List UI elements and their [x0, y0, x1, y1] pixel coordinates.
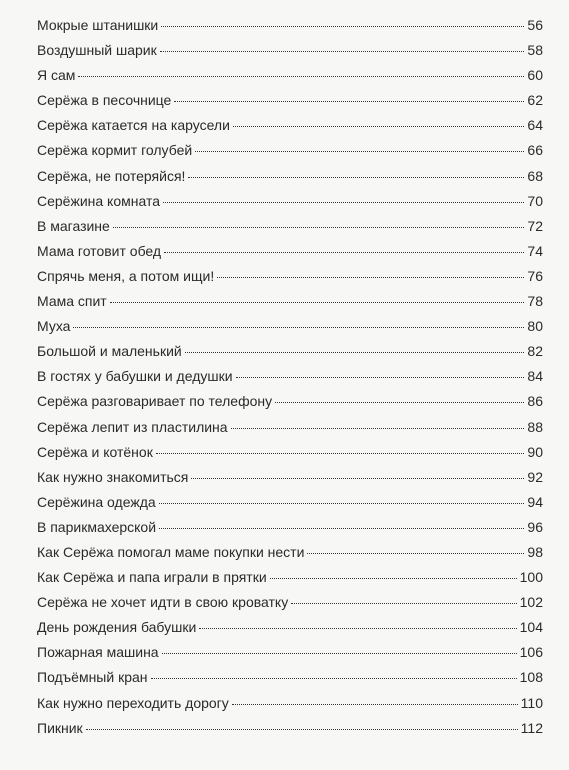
dot-leader [110, 302, 525, 303]
entry-page-number: 84 [527, 368, 543, 385]
entry-page-number: 76 [527, 267, 543, 284]
entry-page-number: 74 [527, 242, 543, 259]
entry-title: В парикмахерской [37, 518, 157, 535]
dot-leader [151, 678, 517, 679]
entry-title: Серёжа лепит из пластилина [37, 418, 228, 435]
entry-title: Большой и маленький [37, 343, 182, 360]
toc-entry [37, 63, 543, 88]
toc-entry [37, 665, 543, 690]
toc-entry [37, 565, 543, 590]
entry-page-number: 66 [527, 142, 543, 159]
dot-leader [163, 202, 524, 203]
entry-page-number: 102 [519, 594, 543, 611]
entry-title: Мама готовит обед [37, 242, 162, 259]
toc-entry [37, 38, 543, 63]
dot-leader [113, 227, 525, 228]
dot-leader [160, 51, 525, 52]
entry-page-number: 60 [527, 67, 543, 84]
dot-leader [199, 628, 516, 629]
toc-entry [37, 540, 543, 565]
entry-page-number: 110 [520, 694, 543, 711]
entry-page-number: 106 [519, 644, 543, 661]
entry-page-number: 108 [519, 669, 543, 686]
toc-entry [37, 189, 543, 214]
dot-leader [185, 352, 525, 353]
entry-page-number: 88 [527, 418, 543, 435]
entry-page-number: 56 [527, 17, 543, 33]
toc-entry [37, 490, 543, 515]
entry-page-number: 92 [527, 468, 543, 485]
dot-leader [307, 553, 524, 554]
entry-title: Серёжа кормит голубей [37, 142, 193, 159]
entry-page-number: 80 [527, 318, 543, 335]
dot-leader [275, 402, 524, 403]
entry-page-number: 58 [527, 42, 543, 59]
entry-title: Серёжа и котёнок [37, 443, 153, 460]
toc-entry [37, 440, 543, 465]
entry-title: Пикник [37, 719, 83, 736]
entry-page-number: 86 [527, 393, 543, 410]
entry-page-number: 94 [527, 493, 543, 510]
entry-page-number: 72 [527, 217, 543, 234]
dot-leader [161, 26, 524, 27]
entry-page-number: 82 [527, 343, 543, 360]
toc-entry [37, 615, 543, 640]
dot-leader [188, 177, 524, 178]
toc-entry [37, 13, 543, 38]
entry-title: Серёжина одежда [37, 493, 156, 510]
toc-entry [37, 640, 543, 665]
dot-leader [156, 453, 525, 454]
entry-page-number: 100 [519, 569, 543, 586]
dot-leader [270, 578, 517, 579]
dot-leader [195, 151, 524, 152]
dot-leader [86, 729, 518, 730]
dot-leader [73, 327, 524, 328]
entry-title: Серёжа, не потеряйся! [37, 167, 186, 184]
dot-leader [217, 277, 524, 278]
entry-title: Я сам [37, 67, 76, 84]
entry-page-number: 68 [527, 167, 543, 184]
toc-entry [37, 691, 543, 716]
entry-title: Как Серёжа помогал маме покупки нести [37, 543, 305, 560]
entry-title: Как Серёжа и папа играли в прятки [37, 569, 267, 586]
toc-entry [37, 88, 543, 113]
entry-page-number: 70 [527, 192, 543, 209]
entry-title: Муха [37, 318, 71, 335]
toc-entry [37, 465, 543, 490]
entry-title: Как нужно знакомиться [37, 468, 189, 485]
entry-title: Мама спит [37, 293, 107, 310]
entry-title: Серёжа катается на карусели [37, 117, 230, 134]
toc-entry [37, 314, 543, 339]
entry-title: Серёжа в песочнице [37, 92, 172, 109]
entry-title: В гостях у бабушки и дедушки [37, 368, 233, 385]
toc-entry [37, 138, 543, 163]
entry-title: Серёжина комната [37, 192, 161, 209]
toc-entry [37, 113, 543, 138]
toc-entry [37, 289, 543, 314]
entry-page-number: 112 [520, 719, 543, 736]
entry-title: Серёжа разговаривает по телефону [37, 393, 273, 410]
entry-page-number: 78 [527, 293, 543, 310]
entry-title: Мокрые штанишки [37, 17, 159, 33]
dot-leader [159, 503, 525, 504]
dot-leader [191, 478, 524, 479]
entry-page-number: 96 [527, 518, 543, 535]
toc-entry [37, 339, 543, 364]
toc-entry [37, 364, 543, 389]
entry-title: Воздушный шарик [37, 42, 157, 59]
entry-page-number: 98 [527, 543, 543, 560]
entry-title: Как нужно переходить дорогу [37, 694, 229, 711]
dot-leader [291, 603, 516, 604]
dot-leader [174, 101, 524, 102]
dot-leader [236, 377, 525, 378]
entry-title: Подъёмный кран [37, 669, 148, 686]
toc-entry [37, 239, 543, 264]
dot-leader [78, 76, 524, 77]
dot-leader [232, 704, 518, 705]
dot-leader [164, 252, 524, 253]
entry-title: Серёжа не хочет идти в свою кроватку [37, 594, 289, 611]
entry-page-number: 90 [527, 443, 543, 460]
dot-leader [233, 126, 525, 127]
toc-entry [37, 214, 543, 239]
entry-title: День рождения бабушки [37, 619, 197, 636]
toc-entry [37, 590, 543, 615]
entry-page-number: 64 [527, 117, 543, 134]
toc-entry [37, 164, 543, 189]
entry-page-number: 104 [519, 619, 543, 636]
entry-title: Спрячь меня, а потом ищи! [37, 267, 215, 284]
dot-leader [159, 528, 524, 529]
entry-title: В магазине [37, 217, 110, 234]
entry-title: Пожарная машина [37, 644, 159, 661]
toc-entry [37, 515, 543, 540]
dot-leader [231, 428, 525, 429]
dot-leader [162, 653, 517, 654]
toc-entry [37, 389, 543, 414]
toc-entry [37, 415, 543, 440]
toc-entry [37, 264, 543, 289]
toc-entry [37, 716, 543, 741]
table-of-contents [37, 13, 543, 741]
entry-page-number: 62 [527, 92, 543, 109]
